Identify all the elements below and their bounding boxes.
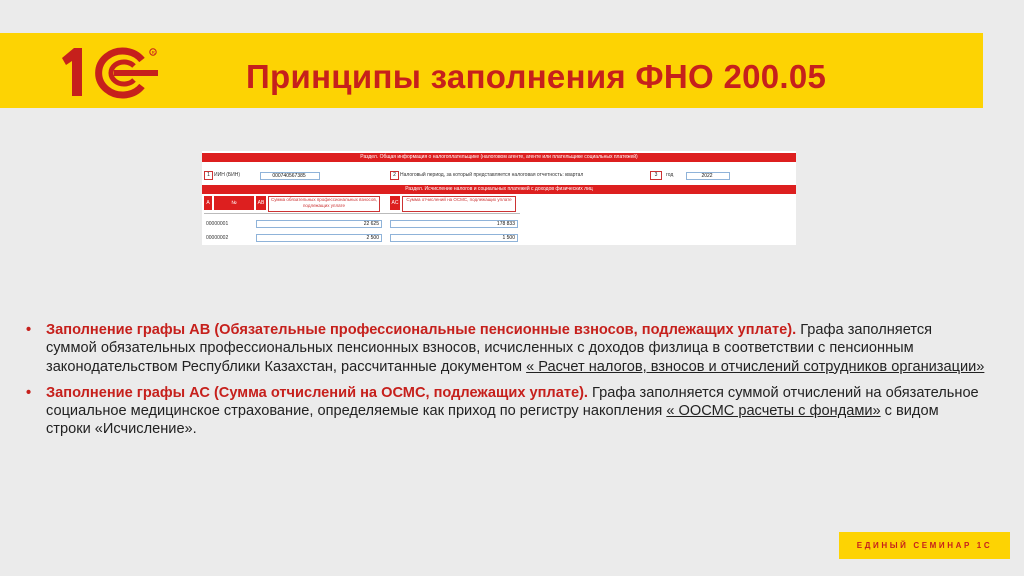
form-year: 2022 [686,172,730,180]
page-title: Принципы заполнения ФНО 200.05 [246,58,827,95]
bullet-lead: Заполнение графы АС (Сумма отчислений на ОСМС, подлежащих уплате). [46,384,588,401]
form-row1-ac: 178 833 [390,220,518,228]
form-field2-num: 2 [390,171,399,180]
form-col-a-label: № [214,196,254,210]
bullet-lead: Заполнение графы АВ (Обязательные профессиональные пенсионные взносов, подлежащих уплате). [46,322,797,338]
form-field2-label: Налоговый период, за который представляется налоговая отчетность: квартал [400,172,584,178]
form-row1-num: 00000001 [206,221,229,227]
bullet-list [26,321,986,447]
link-oosms-register[interactable]: « ООСМС расчеты с фондами» [666,403,881,420]
form-row2-ac: 1 500 [390,234,518,242]
form-divider [204,213,520,214]
bullet-item-ac [26,384,986,439]
link-payroll-calc[interactable]: « Расчет налогов, взносов и отчислений сотрудников организации» [526,358,985,375]
form-field1-value: 000740567385 [260,172,320,180]
bullet-tail: с видом строки «Исчисление». [46,403,939,438]
form-col-a: A [204,196,212,210]
footer-badge: ЕДИНЫЙ СЕМИНАР 1С [839,532,1010,559]
bullet-dot-icon: • [26,322,32,338]
form-row1-ab: 22 625 [256,220,382,228]
form-year-label: год [666,172,674,178]
form-col-ab-label: Сумма обязательных профессиональных взносов, подлежащих уплате [268,196,380,212]
form-section2-title: Раздел. Исчисление налогов и социальных платежей с доходов физических лиц [202,185,796,194]
form-col-ab: AB [256,196,266,210]
form-row2-ab: 2 500 [256,234,382,242]
form-col-ac: AC [390,196,400,210]
bullet-dot-icon: • [26,384,32,401]
1c-logo-icon [56,44,160,102]
svg-text:R: R [151,50,155,55]
form-quarter: 3 [650,171,662,180]
form-field1-label: ИИН (БИН) [214,172,241,178]
form-col-ac-label: Сумма отчислений на ОСМС, подлежащих уплате [402,196,516,212]
form-section1-title: Раздел. Общая информация о налогоплательщике (налоговом агенте, агенте или плательщике социальных платежей) [202,153,796,162]
form-row2-num: 00000002 [206,235,229,241]
bullet-item-ab [26,321,986,376]
form-thumbnail [202,151,796,245]
form-field1-num: 1 [204,171,213,180]
bullet-text: Графа заполняется суммой отчислений на обязательное социальное медицинское страхование, определяемые как приход по регистру накопления [46,384,979,420]
bullet-text: Графа заполняется суммой обязательных профессиональных пенсионных взносов, исчисленных с доходов физлица в соответствии с пенсионным законодательством Республики Казахстан, рассчитанные документом [46,322,933,375]
